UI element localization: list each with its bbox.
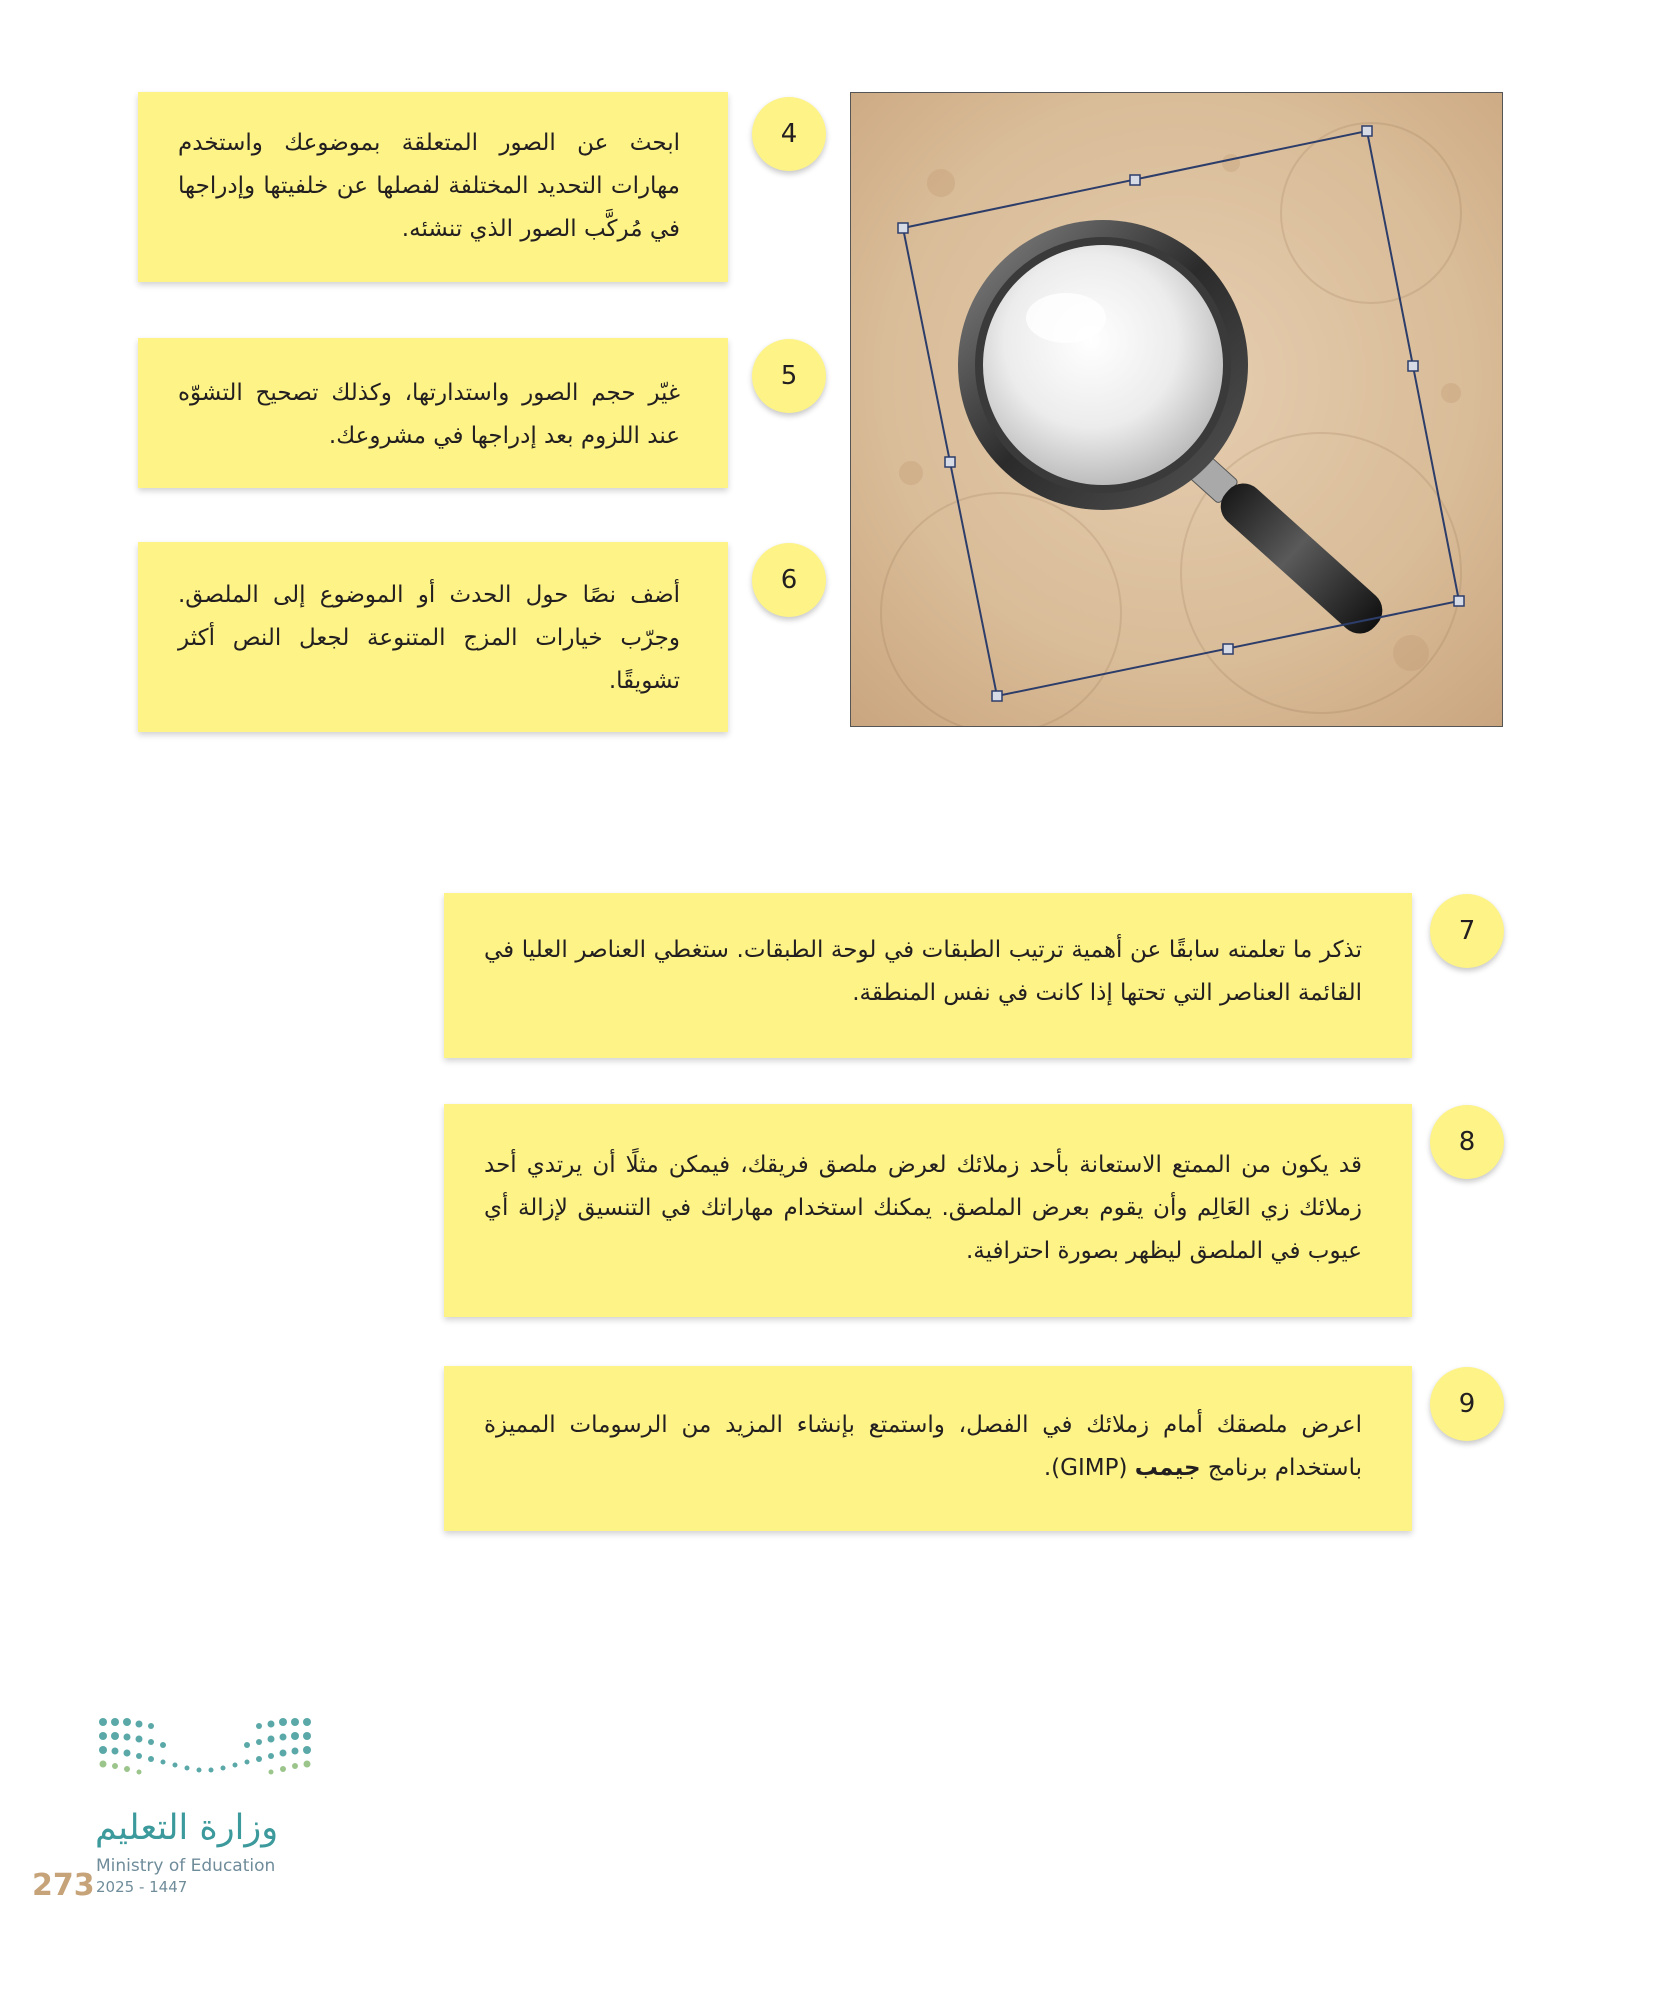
step-4-badge: 4 [752, 97, 826, 171]
step-4-note [138, 92, 728, 282]
step-9-text [484, 1404, 1362, 1490]
step-8-badge: 8 [1430, 1105, 1504, 1179]
step-9-badge: 9 [1430, 1367, 1504, 1441]
step-9-note [444, 1366, 1412, 1531]
step-7-note [444, 893, 1412, 1058]
step-6-badge: 6 [752, 543, 826, 617]
magnifying-glass-image [850, 92, 1503, 727]
step-9-text-after: (GIMP). [1043, 1455, 1135, 1481]
step-7-text: تذكر ما تعلمته سابقًا عن أهمية ترتيب الطبقات في لوحة الطبقات. ستغطي العناصر العليا في القائمة العناصر التي تحتها إذا كانت في نفس المنطقة. [484, 937, 1362, 1006]
step-8-note [444, 1104, 1412, 1317]
page-number: 273 [32, 1868, 95, 1903]
step-5-badge: 5 [752, 339, 826, 413]
ministry-year: 2025 - 1447 [96, 1878, 188, 1896]
step-9-text-before: اعرض ملصقك أمام زملائك في الفصل، واستمتع بإنشاء المزيد من الرسومات المميزة باستخدام برنامج [484, 1412, 1362, 1481]
step-5-note [138, 338, 728, 488]
step-8-text: قد يكون من الممتع الاستعانة بأحد زملائك لعرض ملصق فريقك، فيمكن مثلًا أن يرتدي أحد زملائك زي العَالِم وأن يقوم بعرض الملصق. يمكنك استخدام مهاراتك في التنسيق لإزالة أي عيوب في الملصق ليظهر بصورة احترافية. [484, 1152, 1362, 1264]
step-6-text: أضف نصًا حول الحدث أو الموضوع إلى الملصق. وجرّب خيارات المزج المتنوعة لجعل النص أكثر تشويقًا. [178, 582, 680, 694]
gimp-name: جيمب [1134, 1455, 1201, 1481]
step-6-note [138, 542, 728, 732]
ministry-name-english: Ministry of Education [96, 1856, 276, 1876]
step-5-text: غيّر حجم الصور واستدارتها، وكذلك تصحيح التشوّه عند اللزوم بعد إدراجها في مشروعك. [178, 380, 680, 449]
step-4-text: ابحث عن الصور المتعلقة بموضوعك واستخدم مهارات التحديد المختلفة لفصلها عن خلفيتها وإدراجها في مُركَّب الصور الذي تنشئه. [178, 130, 680, 242]
ministry-name-arabic: وزارة التعليم [95, 1808, 279, 1848]
step-7-badge: 7 [1430, 894, 1504, 968]
